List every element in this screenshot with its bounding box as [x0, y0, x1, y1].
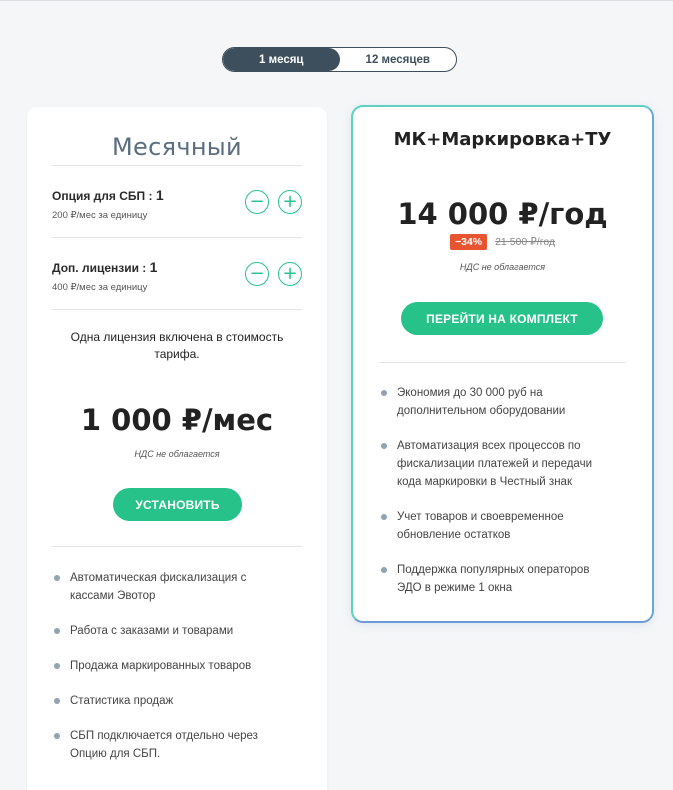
bullet-icon	[381, 390, 387, 396]
list-item: Статистика продаж	[52, 692, 282, 710]
list-item: Работа с заказами и товарами	[52, 622, 282, 640]
list-item: Автоматическая фискализация с кассами Эвотор	[52, 569, 282, 605]
bullet-icon	[381, 443, 387, 449]
vat-note: НДС не облагается	[459, 262, 546, 272]
bundle-price: 14 000 ₽/год	[397, 197, 608, 231]
option-count: 1	[155, 187, 164, 203]
list-item: Продажа маркированных товаров	[52, 657, 282, 675]
bullet-icon	[381, 514, 387, 520]
list-item: СБП подключается отдельно через Опцию для СБП.	[52, 727, 282, 763]
bullet-icon	[54, 575, 60, 581]
bullet-icon	[54, 698, 60, 704]
bundle-plan-card	[351, 105, 654, 623]
increment-icon[interactable]: +	[278, 262, 302, 286]
bullet-icon	[54, 628, 60, 634]
install-button[interactable]: УСТАНОВИТЬ	[113, 488, 242, 521]
feature-list	[379, 384, 611, 614]
list-item: Учет товаров и своевременное обновление остатков	[379, 508, 611, 544]
top-divider	[0, 0, 673, 1]
list-item: Поддержка популярных операторов ЭДО в режиме 1 окна	[379, 561, 611, 597]
plan-price: 1 000 ₽/мес	[80, 403, 274, 437]
decrement-icon[interactable]: −	[245, 262, 269, 286]
feature-list	[52, 569, 282, 780]
divider	[52, 165, 302, 166]
discount-badge: −34%	[450, 234, 487, 250]
option-label: Доп. лицензии : 1	[52, 259, 158, 275]
bullet-icon	[381, 567, 387, 573]
list-item: Автоматизация всех процессов по фискализации платежей и передачи кода маркировки в Честный знак	[379, 437, 611, 491]
included-license-note: Одна лицензия включена в стоимость тарифа.	[70, 330, 284, 361]
option-unit-price: 200 ₽/мес за единицу	[52, 210, 148, 221]
vat-note: НДС не облагается	[134, 449, 220, 459]
divider	[52, 546, 302, 547]
option-count: 1	[149, 259, 158, 275]
monthly-plan-card	[27, 107, 327, 790]
discount-row	[353, 234, 652, 250]
decrement-icon[interactable]: −	[245, 190, 269, 214]
list-item: Экономия до 30 000 руб на дополнительном оборудовании	[379, 384, 611, 420]
option-unit-price: 400 ₽/мес за единицу	[52, 282, 148, 293]
switch-to-bundle-button[interactable]: ПЕРЕЙТИ НА КОМПЛЕКТ	[401, 302, 603, 335]
plan-title: Месячный	[112, 133, 242, 161]
licenses-option-row	[52, 259, 302, 293]
period-toggle[interactable]	[222, 47, 457, 72]
divider	[379, 362, 626, 363]
bundle-title: МК+Маркировка+ТУ	[393, 129, 612, 150]
divider	[52, 309, 302, 310]
bullet-icon	[54, 733, 60, 739]
sbp-option-row	[52, 187, 302, 221]
option-label: Опция для СБП : 1	[52, 187, 164, 203]
increment-icon[interactable]: +	[278, 190, 302, 214]
period-option-12-months[interactable]: 12 месяцев	[365, 53, 430, 66]
period-option-1-month[interactable]: 1 месяц	[223, 48, 340, 71]
bullet-icon	[54, 663, 60, 669]
old-price: 21 500 ₽/год	[495, 236, 556, 248]
divider	[52, 237, 302, 238]
